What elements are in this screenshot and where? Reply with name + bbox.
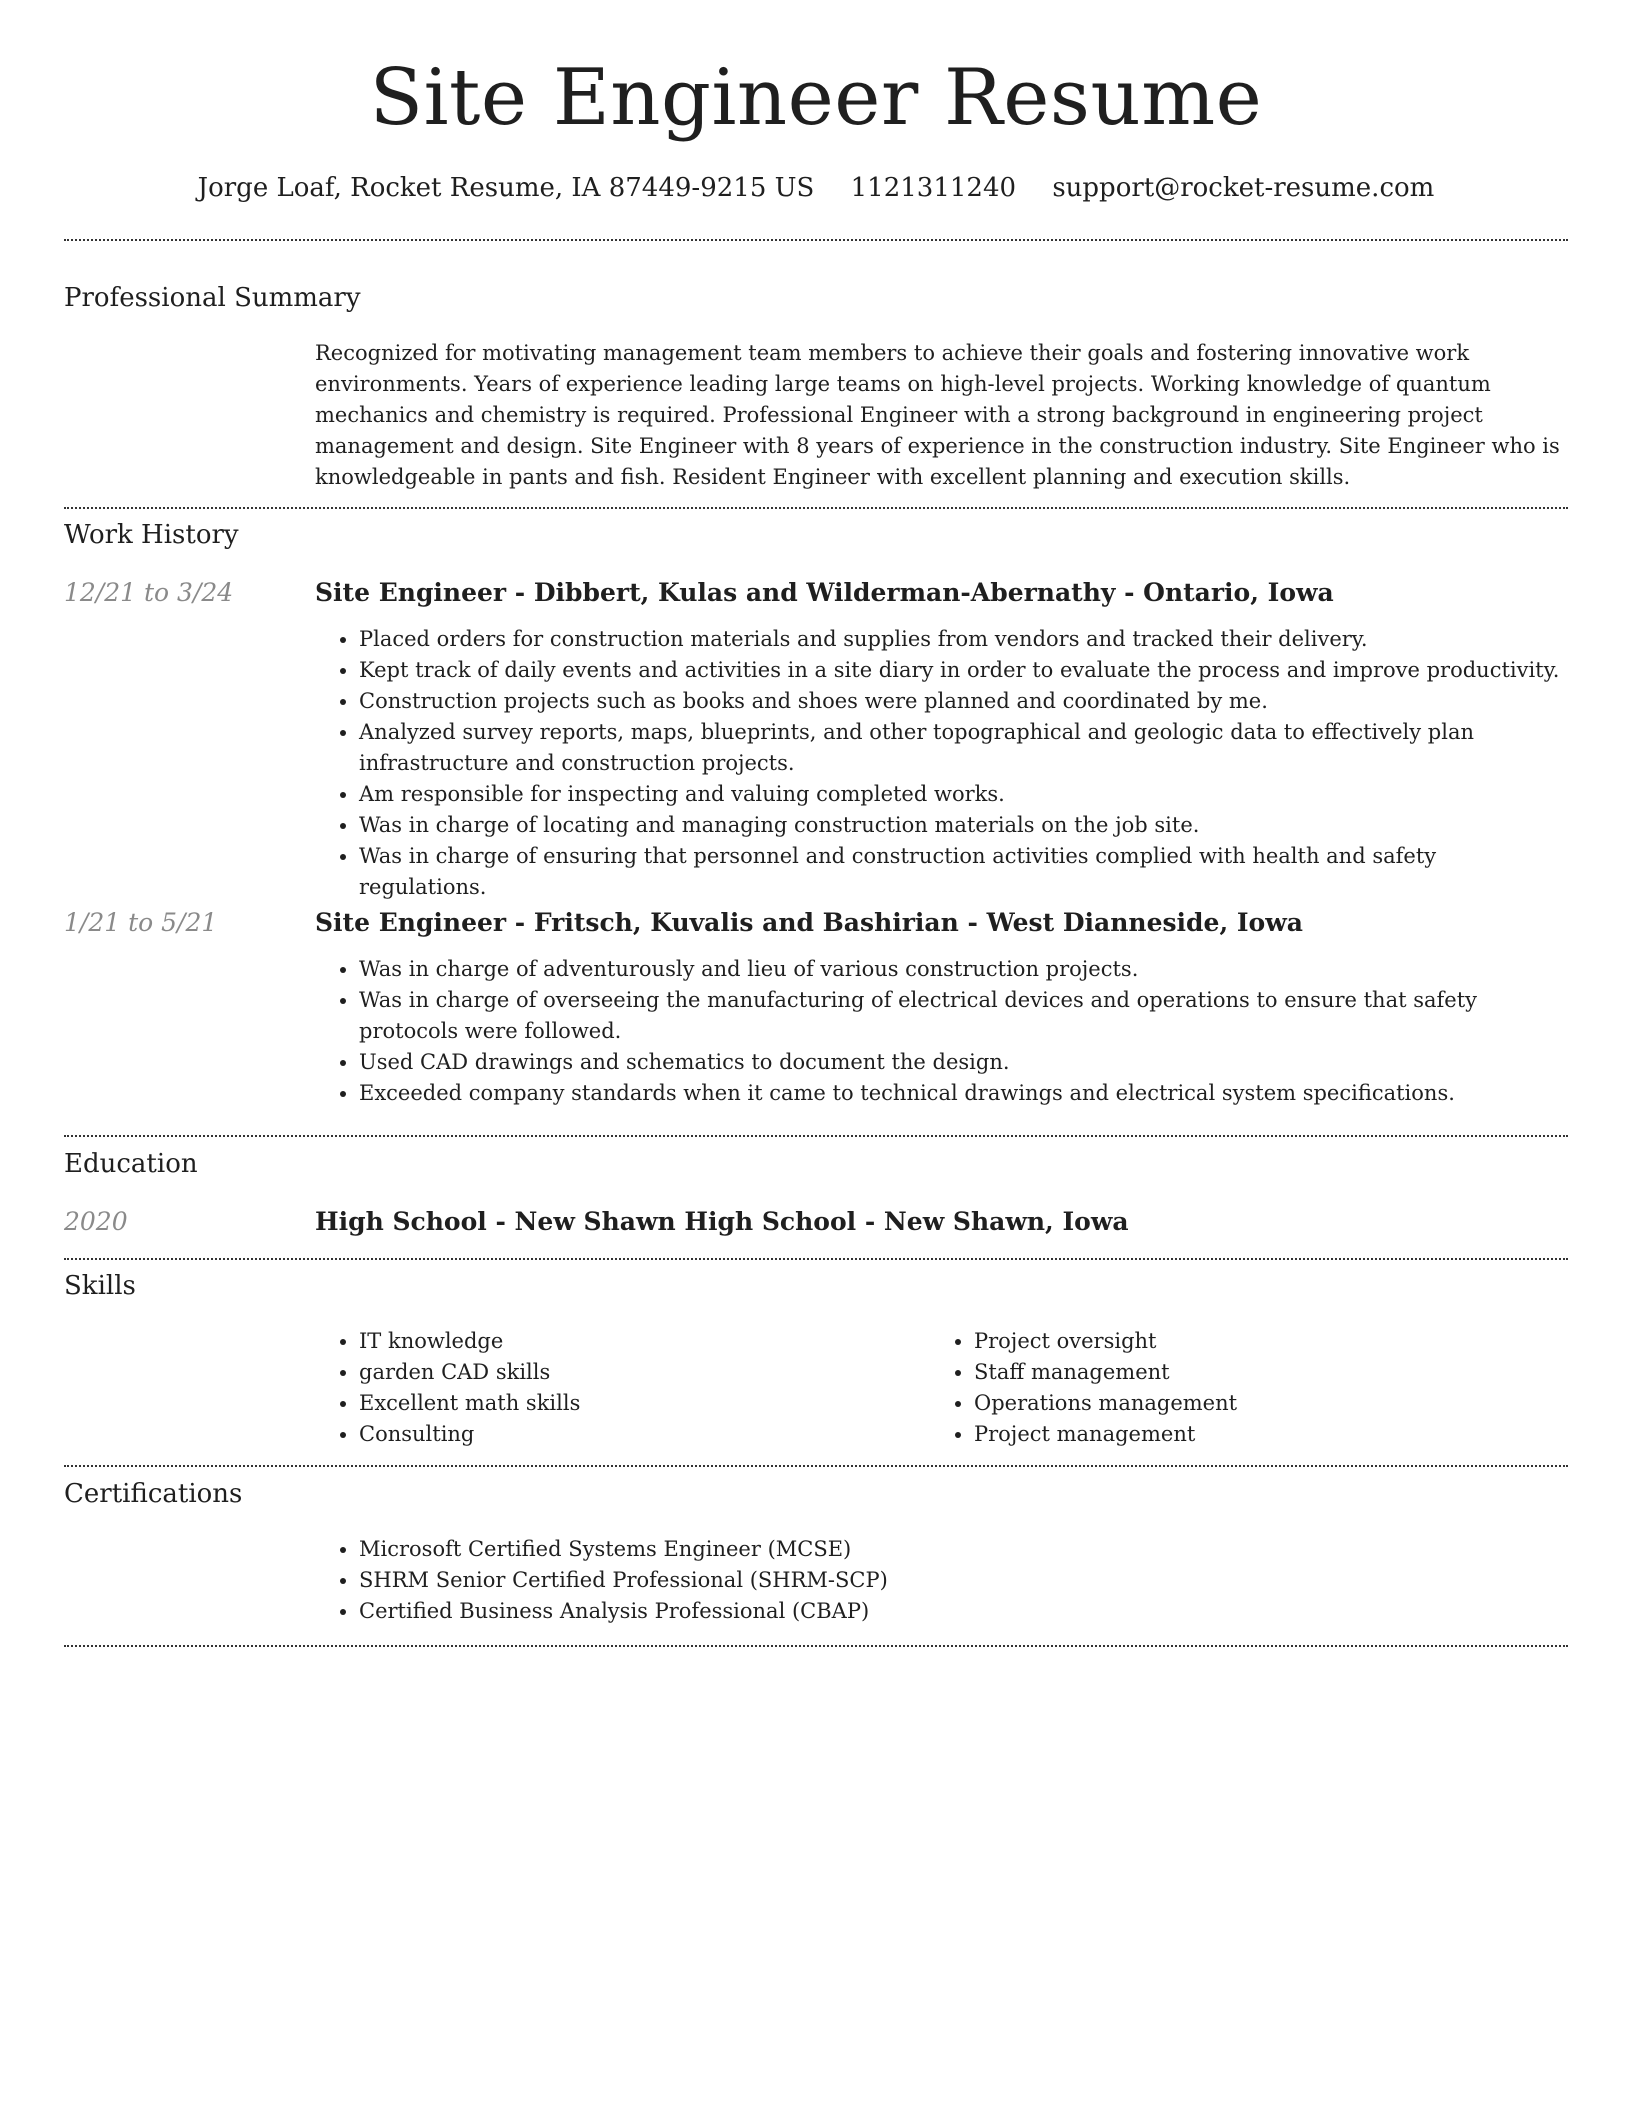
job-bullet: • Kept track of daily events and activities in a site diary in order to evaluate the process and improve productivity. [359,655,1568,686]
job-bullet: • Was in charge of overseeing the manufacturing of electrical devices and operations to ensure that safety protocols were followed. [359,985,1568,1047]
education-year: 2020 [64,1207,128,1236]
skills-column-left [315,1326,915,1450]
job-dates: 1/21 to 5/21 [64,908,218,937]
job-dates: 12/21 to 3/24 [64,578,234,607]
job-bullet: • Was in charge of locating and managing construction materials on the job site. [359,810,1568,841]
job-bullet: • Placed orders for construction materials and supplies from vendors and tracked their delivery. [359,624,1568,655]
skill-item: • Project management [974,1419,1530,1450]
job-entry [315,906,1568,1109]
skill-item: • Operations management [974,1388,1530,1419]
certifications-heading: Certifications [64,1479,243,1509]
contact-phone: 1121311240 [850,173,1017,203]
certifications-list [315,1534,1568,1627]
summary-heading: Professional Summary [64,283,361,313]
summary-block [315,338,1568,493]
job-title: Site Engineer - Fritsch, Kuvalis and Bashirian - West Dianneside, Iowa [315,908,1303,937]
resume-title: Site Engineer Resume [369,53,1263,143]
divider [64,1135,1568,1137]
job-bullet: • Used CAD drawings and schematics to document the design. [359,1047,1568,1078]
job-bullet: • Exceeded company standards when it came to technical drawings and electrical system specifications. [359,1078,1568,1109]
skill-item: • Project oversight [974,1326,1530,1357]
job-bullet: • Was in charge of adventurously and lieu of various construction projects. [359,954,1568,985]
work-history-heading: Work History [64,520,239,550]
divider [64,239,1568,241]
skill-item: • Staff management [974,1357,1530,1388]
divider [64,1258,1568,1260]
contact-email: support@rocket-resume.com [1052,173,1435,203]
job-bullet: • Analyzed survey reports, maps, blueprints, and other topographical and geologic data to effectively plan infrastructure and construction projects. [359,717,1568,779]
job-bullets [315,624,1568,903]
skill-item: • garden CAD skills [359,1357,915,1388]
education-text: High School - New Shawn High School - New Shawn, Iowa [315,1207,1129,1236]
summary-text: Recognized for motivating management team members to achieve their goals and fostering innovative work environments. Years of experience leading large teams on high-level projects. Working knowledge of quantum mechanics and chemistry is required. Professional Engineer with a strong background in engineering project management and design. Site Engineer with 8 years of experience in the construction industry. Site Engineer who is knowledgeable in pants and fish. Resident Engineer with excellent planning and execution skills. [315,341,1560,489]
divider [64,1645,1568,1647]
skills-heading: Skills [64,1271,136,1301]
job-bullet: • Construction projects such as books and shoes were planned and coordinated by me. [359,686,1568,717]
skill-item: • Consulting [359,1419,915,1450]
contact-line [64,170,1568,206]
certifications-block [315,1534,1568,1627]
skill-item: • Excellent math skills [359,1388,915,1419]
job-entry [315,576,1568,903]
contact-address: Jorge Loaf, Rocket Resume, IA 87449-9215 US [197,173,815,203]
divider [64,507,1568,509]
job-bullet: • Am responsible for inspecting and valuing completed works. [359,779,1568,810]
job-bullet: • Was in charge of ensuring that personnel and construction activities complied with health and safety regulations. [359,841,1568,903]
certification-item: • SHRM Senior Certified Professional (SHRM-SCP) [359,1565,1568,1596]
education-entry [315,1205,1568,1239]
certification-item: • Microsoft Certified Systems Engineer (MCSE) [359,1534,1568,1565]
divider [64,1465,1568,1467]
skills-list [930,1326,1530,1450]
job-title: Site Engineer - Dibbert, Kulas and Wilderman-Abernathy - Ontario, Iowa [315,578,1334,607]
certification-item: • Certified Business Analysis Professional (CBAP) [359,1596,1568,1627]
skill-item: • IT knowledge [359,1326,915,1357]
skills-column-right [930,1326,1530,1450]
education-heading: Education [64,1149,198,1179]
skills-list [315,1326,915,1450]
job-bullets [315,954,1568,1109]
